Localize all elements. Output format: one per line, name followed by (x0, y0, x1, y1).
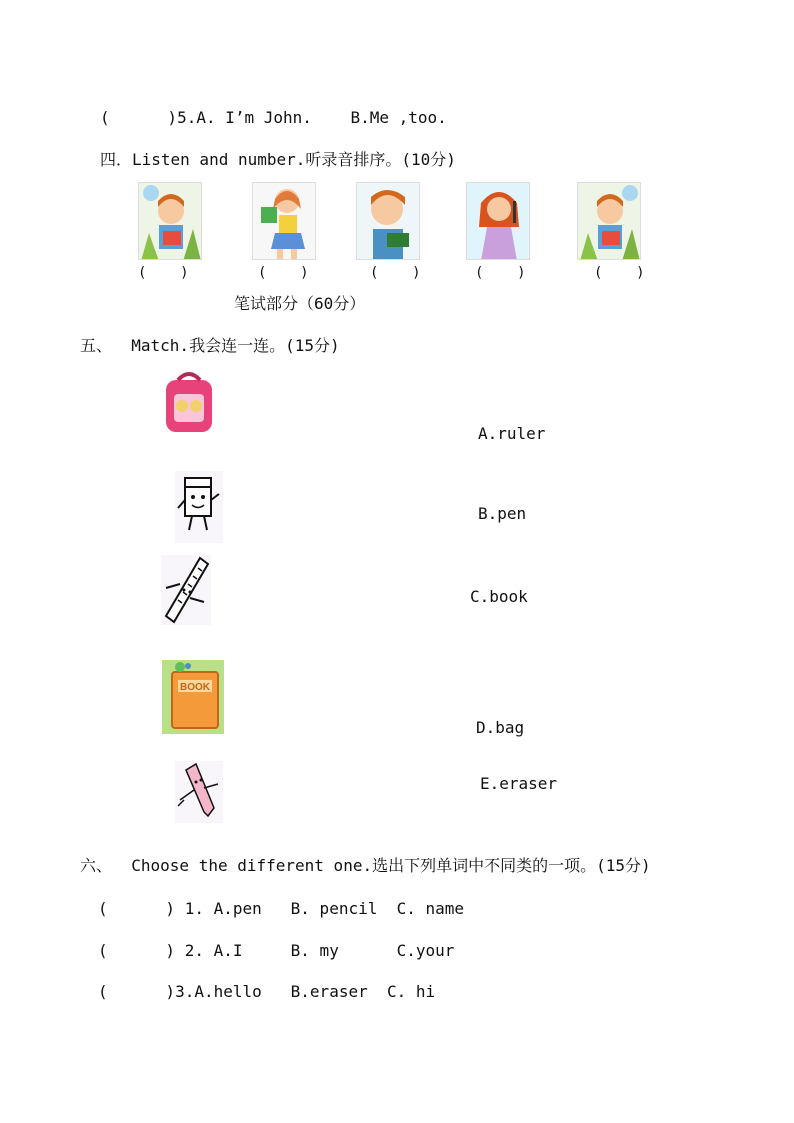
section-6-heading: 六、 Choose the different one.选出下列单词中不同类的一项。(15分) (80, 856, 651, 875)
option-e: E.eraser (480, 774, 558, 793)
eraser-picture (174, 470, 224, 544)
boy-reading-picture-1 (138, 182, 202, 260)
choice-item-3: ( )3.A.hello B.eraser C. hi (98, 982, 436, 1001)
answer-blank-3[interactable]: ( ) (370, 265, 421, 281)
option-a: A.ruler (478, 424, 546, 443)
written-part-title: 笔试部分（60分） (234, 294, 366, 313)
pen-picture (174, 760, 224, 824)
boy-reading-picture-2 (577, 182, 641, 260)
choice-item-2: ( ) 2. A.I B. my C.your (98, 941, 455, 960)
girl-with-bag-picture (252, 182, 316, 260)
girl-with-pen-picture (466, 182, 530, 260)
option-b: B.pen (478, 504, 527, 523)
answer-blank-2[interactable]: ( ) (258, 265, 309, 281)
answer-blank-5[interactable]: ( ) (594, 265, 645, 281)
schoolbag-picture (160, 372, 224, 440)
question-5: ( )5.A. I’m John. B.Me ,too. (100, 108, 447, 127)
section-4-heading: 四．Listen and number.听录音排序。(10分) (100, 150, 456, 169)
option-c: C.book (470, 587, 528, 606)
answer-blank-1[interactable]: ( ) (138, 265, 189, 281)
section-5-heading: 五、 Match.我会连一连。(15分) (80, 336, 340, 355)
option-d: D.bag (476, 718, 525, 737)
book-picture (160, 658, 226, 736)
answer-blank-4[interactable]: ( ) (475, 265, 526, 281)
ruler-picture (160, 554, 212, 626)
boy-with-pencil-case-picture (356, 182, 420, 260)
book-cover-text: BOOK (180, 682, 210, 693)
choice-item-1: ( ) 1. A.pen B. pencil C. name (98, 899, 465, 918)
